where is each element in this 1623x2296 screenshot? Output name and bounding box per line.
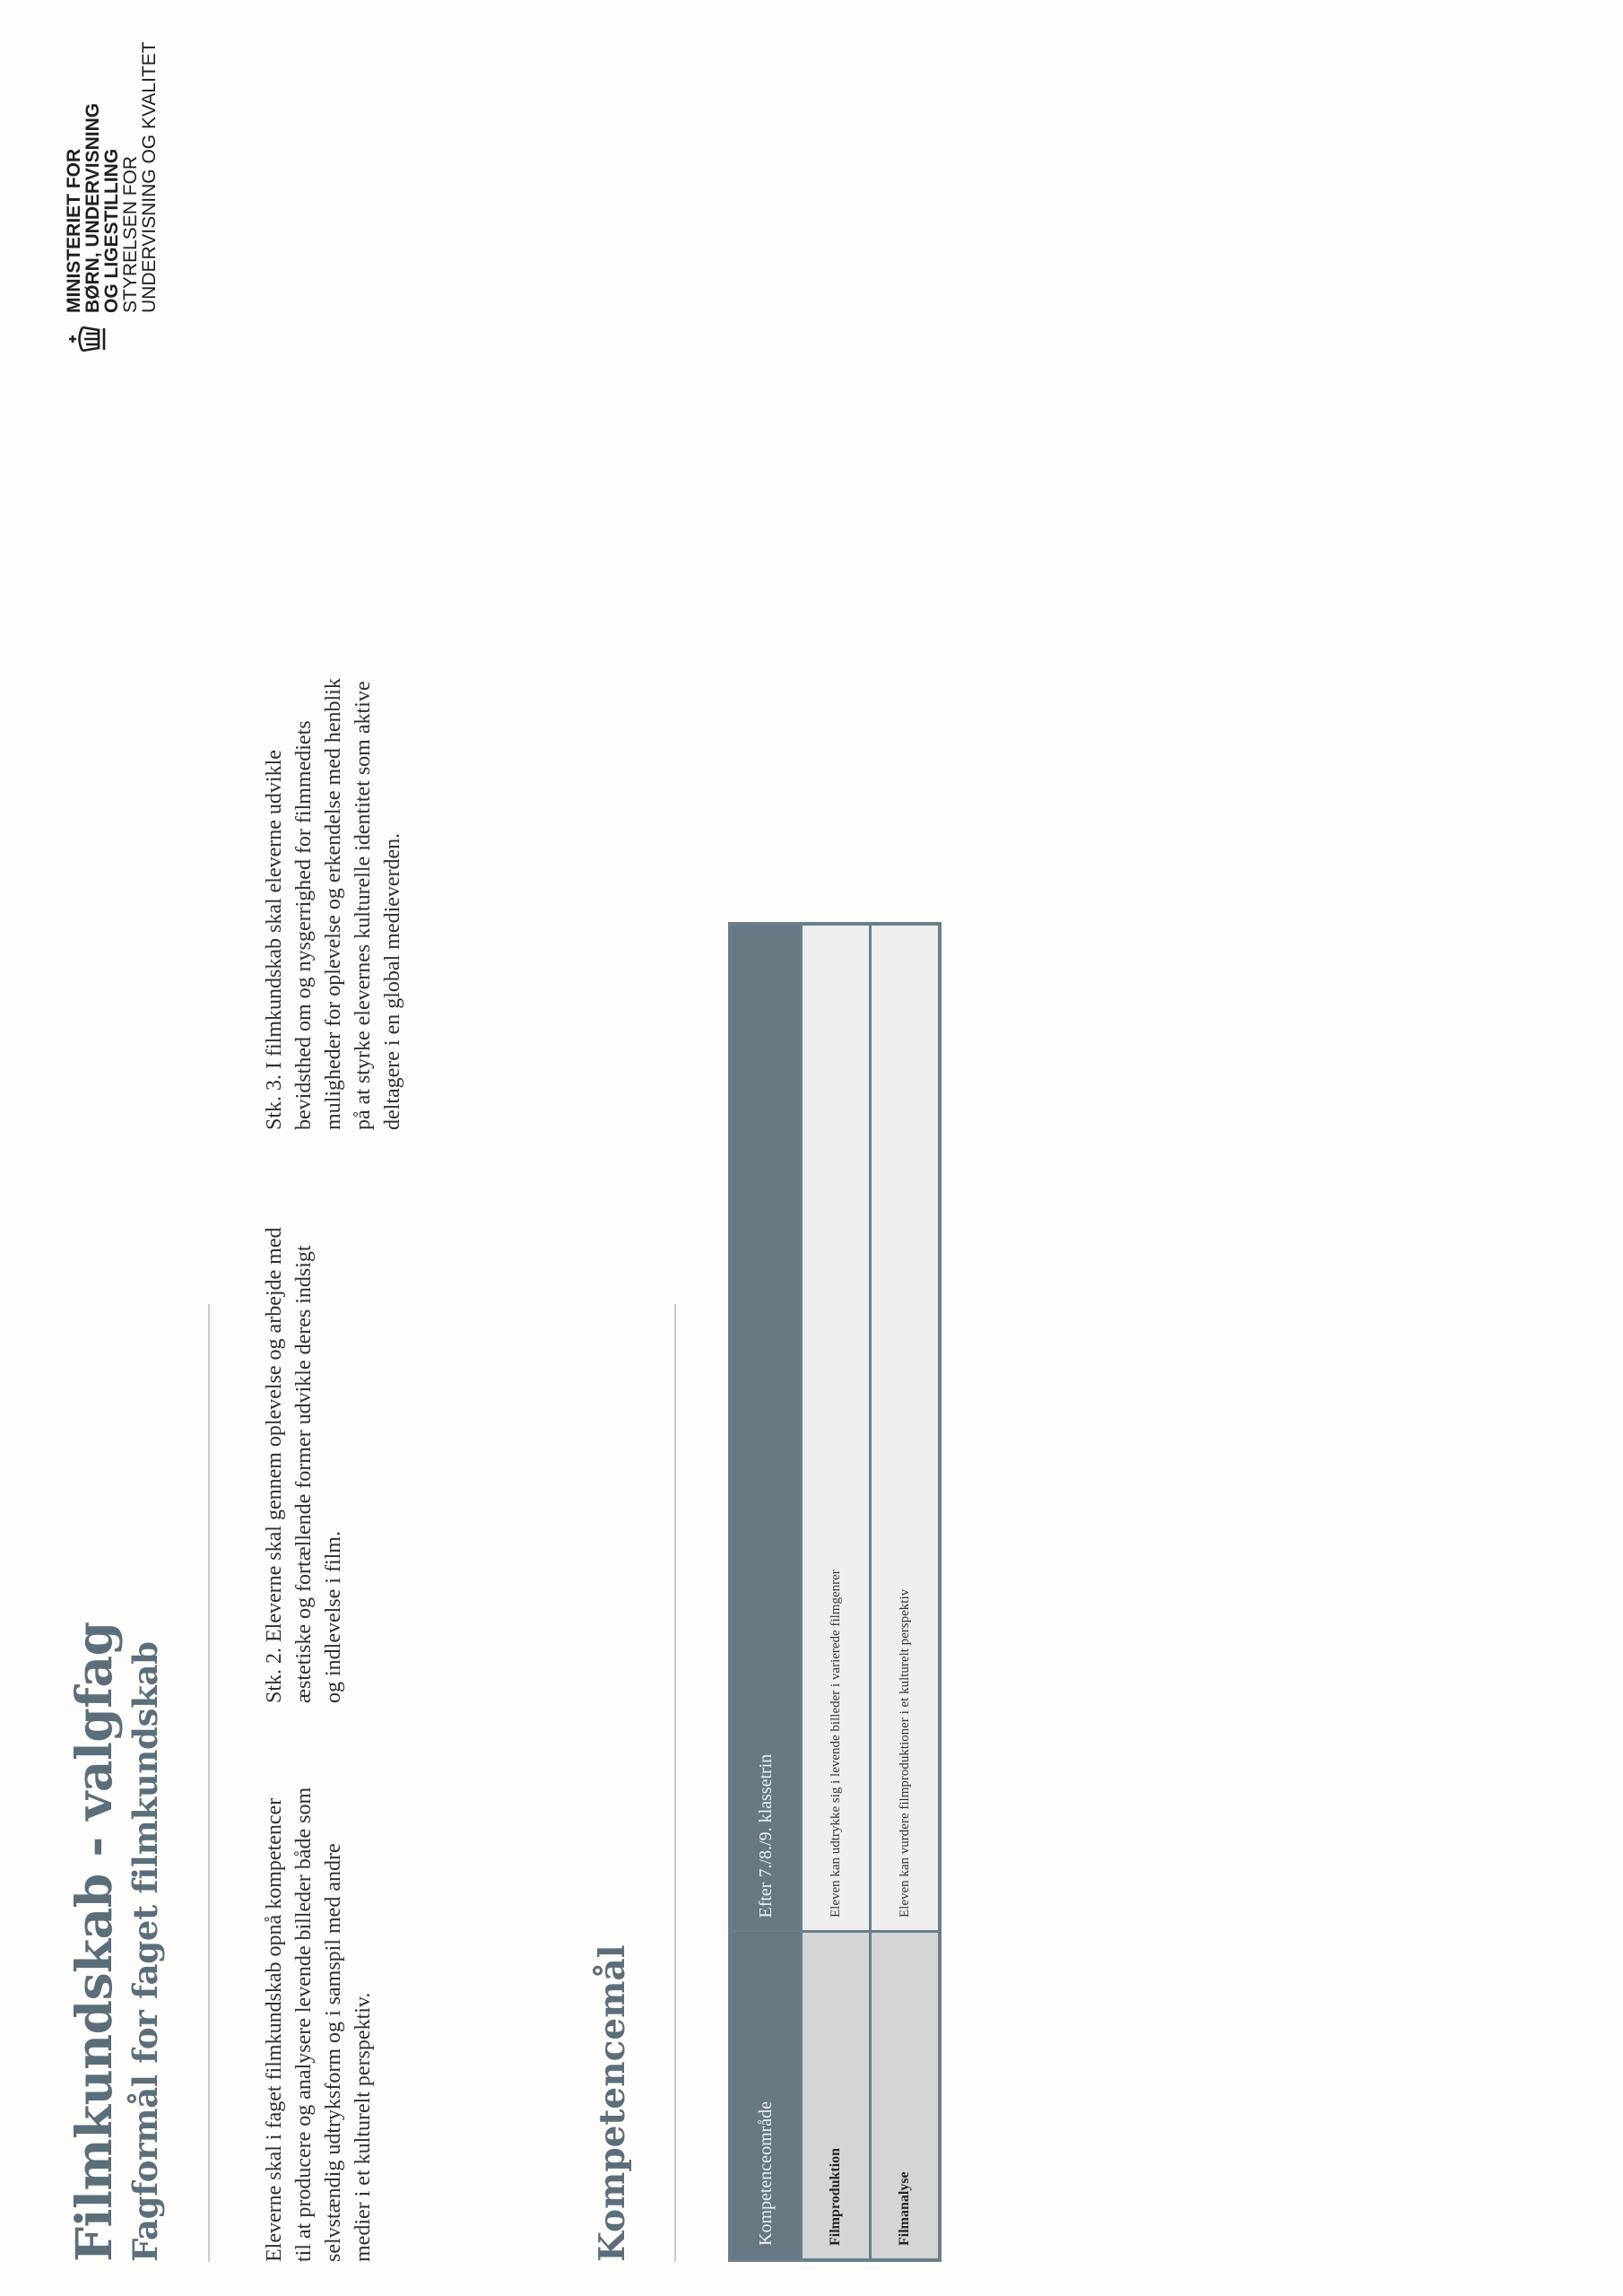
ministry-logo <box>65 41 159 354</box>
logo-line-4: STYRELSEN FOR <box>120 155 141 313</box>
competence-area-cell: Filmproduktion <box>802 1932 871 2261</box>
purpose-paragraph-2: Stk. 2. Eleverne skal gennem oplevelse og arbejde med æstetiske og fortællende former udvikle deres indsigt og indlevelse i film. <box>263 1227 345 1703</box>
logo-line-2: BØRN, UNDERVISNING <box>82 102 103 313</box>
header-divider <box>208 1304 210 2262</box>
table-header-row <box>730 924 802 2260</box>
logo-line-1: MINISTERIET FOR <box>64 148 84 313</box>
purpose-paragraph-1: Eleverne skal i faget filmkundskab opnå kompetencer til at producere og analysere levende billeder både som selvstændig udtryksform og i samspil med andre medier i et kulturelt perspektiv. <box>263 1787 375 2262</box>
crown-icon <box>68 324 109 354</box>
table-row <box>871 924 941 2260</box>
table-row <box>802 924 871 2260</box>
logo-wordmark <box>65 41 159 313</box>
competence-heading: Kompetencemål <box>592 1944 633 2262</box>
competence-area-cell: Filmanalyse <box>871 1932 941 2261</box>
page-title: Filmkundskab - valgfag <box>65 1622 123 2262</box>
competence-goal-cell: Eleven kan udtrykke sig i levende billeder i varierede filmgenrer <box>802 924 871 1932</box>
competence-divider <box>674 1304 676 2262</box>
page-subtitle: Fagformål for faget filmkundskab <box>126 1641 165 2262</box>
competence-table <box>728 922 942 2262</box>
column-header-goal: Efter 7./8./9. klassetrin <box>730 924 802 1932</box>
purpose-paragraph-3: Stk. 3. I filmkundskab skal eleverne udvikle bevidsthed om og nysgerrighed for filmmediets muligheder for oplevelse og erkendelse med henblik på at styrke elevernes kulturelle identitet som aktive deltagere i en global medieverden. <box>263 678 404 1130</box>
logo-line-3: OG LIGESTILLING <box>101 148 122 313</box>
column-header-area: Kompetenceområde <box>730 1932 802 2261</box>
competence-goal-cell: Eleven kan vurdere filmproduktioner i et kulturelt perspektiv <box>871 924 941 1932</box>
logo-line-5: UNDERVISNING OG KVALITET <box>139 41 160 313</box>
